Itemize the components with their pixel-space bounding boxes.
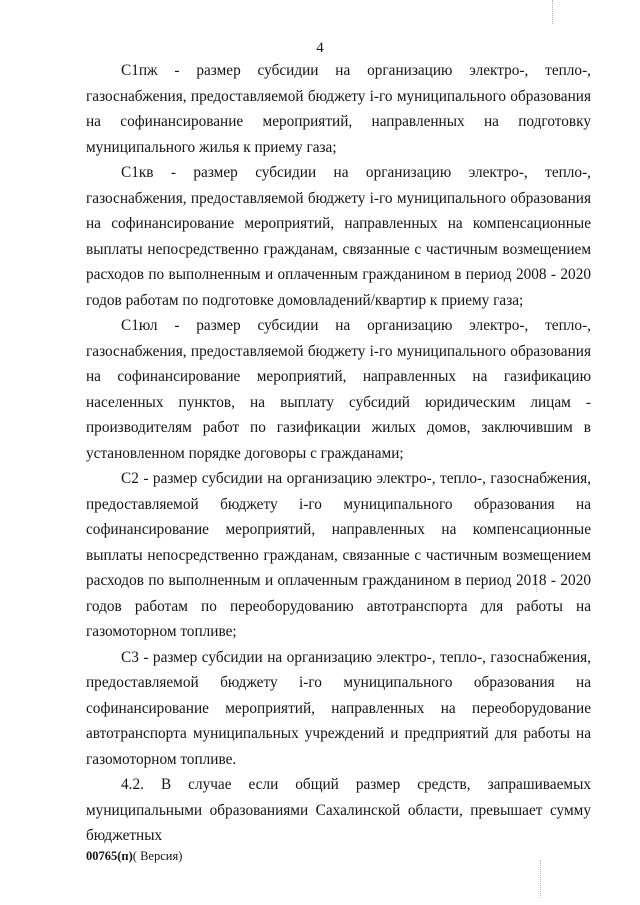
document-body xyxy=(86,58,591,849)
paragraph-c1kv: С1кв - размер субсидии на организацию электро-, тепло-, газоснабжения, предоставляемой бюджету і-го муниципального образования на софинансирование мероприятий, направленных на компенсационные выплаты непосредственно гражданам, связанные с частичным возмещением расходов по выполненным и оплаченным гражданином в период 2008 - 2020 годов работам по подготовке домовладений/квартир к приему газа; xyxy=(86,164,591,309)
paragraph-c1pzh: С1пж - размер субсидии на организацию электро-, тепло-, газоснабжения, предоставляемой бюджету і-го муниципального образования на софинансирование мероприятий, направленных на подготовку муниципального жилья к приему газа; xyxy=(86,62,591,156)
paragraph-c3: С3 - размер субсидии на организацию электро-, тепло-, газоснабжения, предоставляемой бюджету і-го муниципального образования на софинансирование мероприятий, направленных на переоборудование автотранспорта муниципальных учреждений и предприятий для работы на газомоторном топливе. xyxy=(86,648,591,768)
page-number: 4 xyxy=(316,40,324,56)
version-label: ( Версия) xyxy=(132,849,183,863)
document-footer xyxy=(86,849,182,864)
paragraph-c1yul: С1юл - размер субсидии на организацию электро-, тепло-, газоснабжения, предоставляемой бюджету і-го муниципального образования на софинансирование мероприятий, направленных на газификацию населенных пунктов, на выплату субсидий юридическим лицам - производителям работ по газификации жилых домов, заключившим в установленном порядке договоры с гражданами; xyxy=(86,317,591,462)
scan-artifact-top xyxy=(552,0,553,24)
paragraph-c2: С2 - размер субсидии на организацию электро-, тепло-, газоснабжения, предоставляемой бюджету і-го муниципального образования на софинансирование мероприятий, направленных на компенсационные выплаты непосредственно гражданам, связанные с частичным возмещением расходов по выполненным и оплаченным гражданином в период 2018 - 2020 годов работам по переоборудованию автотранспорта для работы на газомоторном топливе; xyxy=(86,470,591,640)
paragraph-4-2: 4.2. В случае если общий размер средств, запрашиваемых муниципальными образованиями Сахалинской области, превышает сумму бюджетных xyxy=(86,776,591,844)
scan-artifact-middle xyxy=(536,574,537,592)
document-code: 00765(п) xyxy=(86,849,133,863)
scan-artifact-bottom xyxy=(540,860,541,898)
